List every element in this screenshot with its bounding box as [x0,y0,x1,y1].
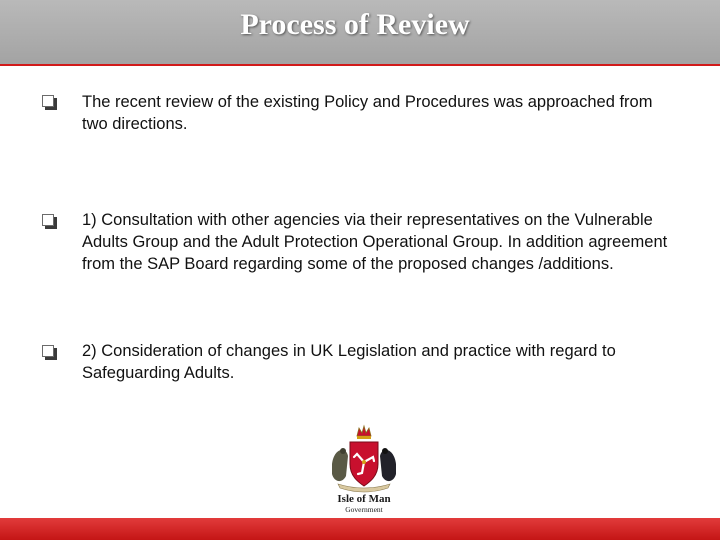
bullet-text-2: 1) Consultation with other agencies via their representatives on the Vulnerable Adults Group and the Adult Protection Operational Group. In addition agreement from the SAP Board regarding some of the proposed changes /additions. [82,211,668,273]
footer-bar [0,518,720,540]
bullet-text-1: The recent review of the existing Policy and Procedures was approached from two directions. [82,93,653,133]
bullet-square-icon [42,95,54,107]
logo-line2: Government [345,505,383,514]
bullet-square-icon [42,345,54,357]
logo-line1: Isle of Man [337,493,391,505]
isle-of-man-government-logo [324,424,404,518]
crest-icon [324,424,404,518]
slide-title: Process of Review [240,8,470,41]
bullet-square-icon [42,214,54,226]
slide-header [0,0,720,66]
bullet-text-3: 2) Consideration of changes in UK Legislation and practice with regard to Safeguarding Adults. [82,342,616,382]
